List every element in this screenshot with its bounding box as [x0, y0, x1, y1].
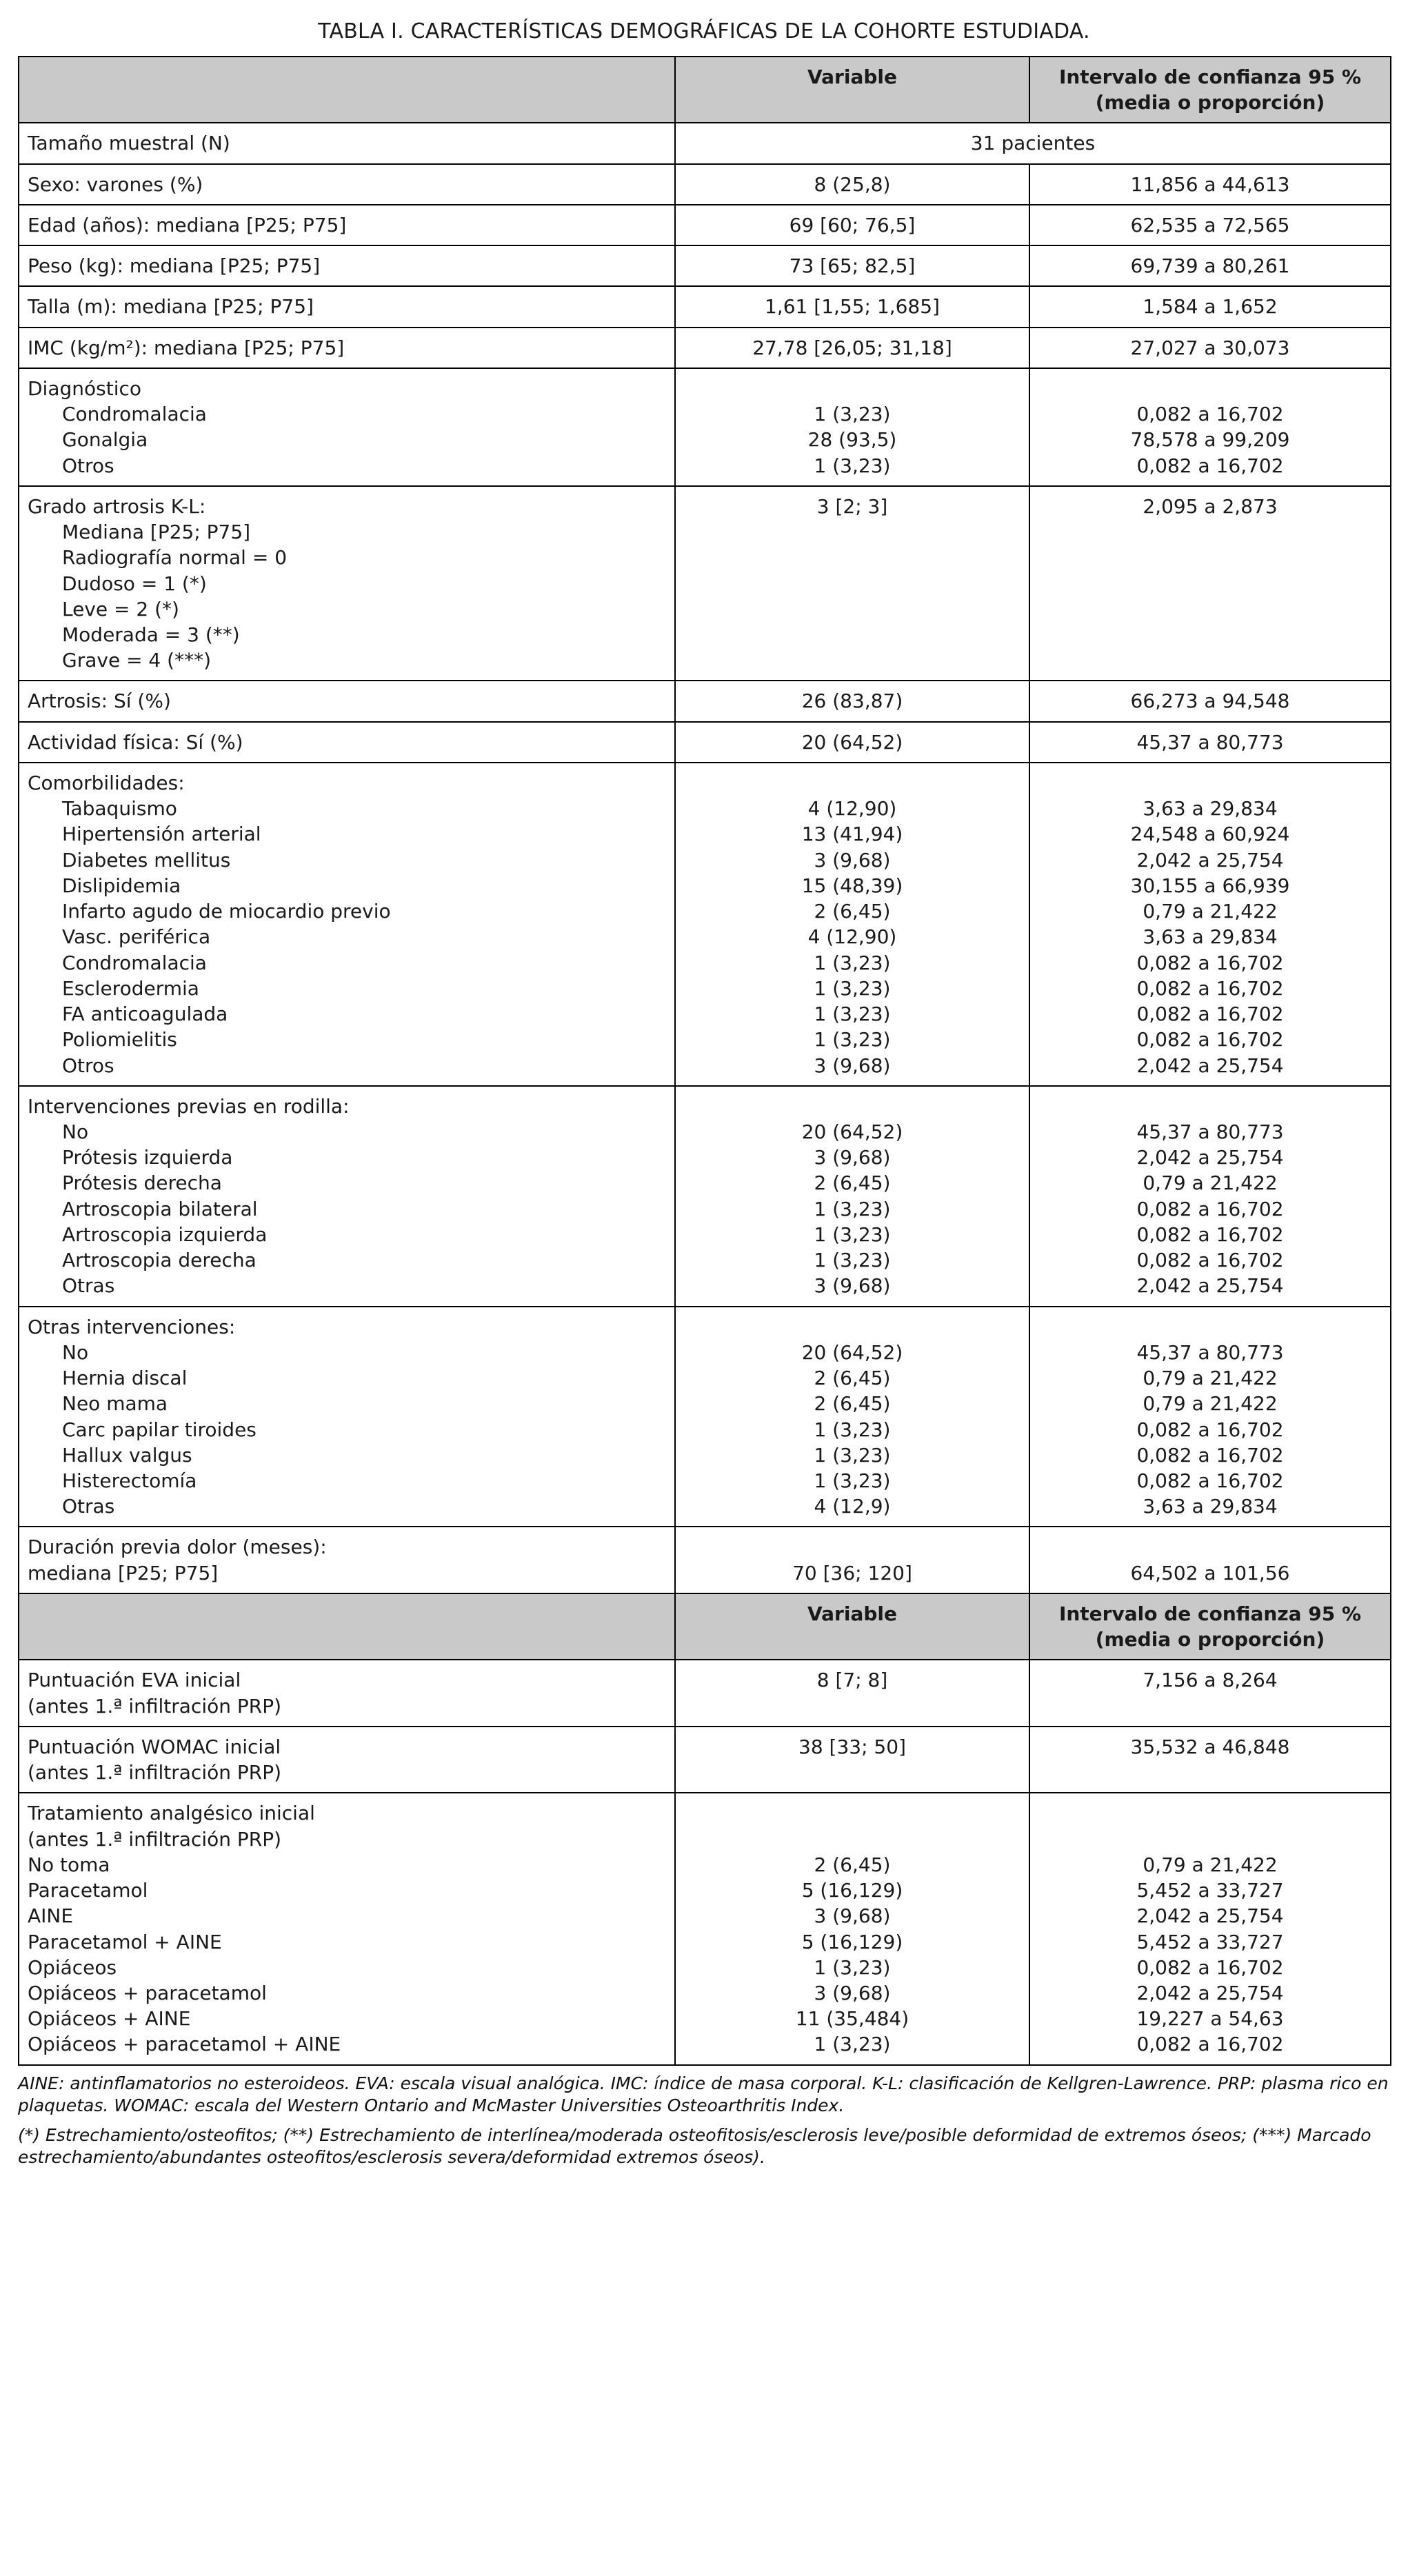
tratamiento-variable: 5 (16,129): [801, 1879, 903, 1902]
comorbilidades-item: Vasc. periférica: [62, 925, 211, 949]
eva-variable: 8 [7; 8]: [675, 1660, 1029, 1726]
womac-label-line1: Puntuación WOMAC inicial: [28, 1735, 281, 1758]
duracion-dolor-ci-cell: [1029, 1527, 1391, 1593]
tratamiento-variable: 2 (6,45): [814, 1853, 891, 1876]
otras-intervenciones-item: No: [62, 1340, 89, 1364]
comorbilidades-ci: 0,79 a 21,422: [1143, 900, 1278, 923]
duracion-dolor-label-cell: [19, 1527, 675, 1593]
grado-artrosis-variable: 3 [2; 3]: [816, 494, 888, 518]
comorbilidades-variable: 13 (41,94): [801, 823, 903, 846]
comorbilidades-item: Dislipidemia: [62, 874, 181, 897]
intervenciones-rodilla-ci: 2,042 a 25,754: [1136, 1274, 1284, 1298]
row-label: Tamaño muestral (N): [19, 123, 675, 163]
second-header-ci-line2: (media o proporción): [1095, 1628, 1325, 1651]
table-second-header-row: [19, 1593, 1391, 1660]
table-row-otras-intervenciones: [19, 1307, 1391, 1527]
intervenciones-rodilla-item: Prótesis izquierda: [62, 1146, 233, 1169]
tratamiento-variable: 1 (3,23): [814, 1955, 891, 1979]
table-title: TABLA I. CARACTERÍSTICAS DEMOGRÁFICAS DE LA COHORTE ESTUDIADA.: [318, 19, 1090, 43]
diagnostico-ci: 0,082 a 16,702: [1136, 403, 1284, 426]
intervenciones-rodilla-ci: 0,082 a 16,702: [1136, 1222, 1284, 1246]
row-variable: 73 [65; 82,5]: [675, 245, 1029, 286]
row-label: Peso (kg): mediana [P25; P75]: [19, 245, 675, 286]
otras-intervenciones-label: Otras intervenciones:: [28, 1315, 236, 1338]
otras-intervenciones-ci-cell: [1029, 1307, 1391, 1527]
intervenciones-rodilla-item: Otras: [62, 1274, 115, 1298]
table-row: [19, 286, 1391, 327]
intervenciones-rodilla-variable: 3 (9,68): [814, 1274, 891, 1298]
table-row-diagnostico: [19, 368, 1391, 486]
row-variable: 27,78 [26,05; 31,18]: [675, 328, 1029, 368]
tratamiento-ci: 0,082 a 16,702: [1136, 2033, 1284, 2056]
otras-intervenciones-variable: 1 (3,23): [814, 1469, 891, 1493]
tratamiento-ci: 5,452 a 33,727: [1136, 1879, 1284, 1902]
otras-intervenciones-ci: 0,082 a 16,702: [1136, 1443, 1284, 1467]
eva-label-cell: [19, 1660, 675, 1726]
duracion-dolor-ci: 64,502 a 101,56: [1130, 1561, 1290, 1584]
table-row: [19, 328, 1391, 368]
footnote-asterisks: (*) Estrechamiento/osteofitos; (**) Estrechamiento de interlínea/moderada osteofitosis/esclerosis leve/posible deformidad de extremos óseos; (***) Marcado estrechamiento/abundantes osteofitos/esclerosis severa/deformidad extremos óseos).: [18, 2124, 1371, 2168]
comorbilidades-variable: 15 (48,39): [801, 874, 903, 897]
tratamiento-item: Opiáceos + AINE: [28, 2007, 191, 2031]
grado-artrosis-label: Grado artrosis K-L:: [28, 494, 206, 518]
tratamiento-label-cell: [19, 1793, 675, 2064]
intervenciones-rodilla-item: Prótesis derecha: [62, 1171, 222, 1195]
row-merged-value: 31 pacientes: [675, 123, 1391, 163]
diagnostico-variable: 1 (3,23): [814, 454, 891, 477]
intervenciones-rodilla-variable: 20 (64,52): [801, 1120, 903, 1143]
second-header-ci-line1: Intervalo de confianza 95 %: [1058, 1602, 1362, 1625]
diagnostico-ci-cell: [1029, 368, 1391, 486]
otras-intervenciones-ci: 45,37 a 80,773: [1136, 1340, 1284, 1364]
header-ci: [1029, 57, 1391, 123]
otras-intervenciones-variable: 1 (3,23): [814, 1418, 891, 1441]
comorbilidades-ci: 0,082 a 16,702: [1136, 976, 1284, 1000]
grado-artrosis-ci: 2,095 a 2,873: [1143, 494, 1278, 518]
eva-label-line2: (antes 1.ª infiltración PRP): [28, 1694, 282, 1718]
comorbilidades-ci: 30,155 a 66,939: [1130, 874, 1290, 897]
table-header-row: [19, 57, 1391, 123]
otras-intervenciones-variable: 2 (6,45): [814, 1367, 891, 1390]
otras-intervenciones-variable: 2 (6,45): [814, 1392, 891, 1416]
tratamiento-ci: 5,452 a 33,727: [1136, 1930, 1284, 1953]
row-ci: 69,739 a 80,261: [1029, 245, 1391, 286]
header-blank: [19, 57, 675, 123]
diagnostico-label: Diagnóstico: [28, 376, 142, 400]
tratamiento-ci-cell: [1029, 1793, 1391, 2064]
second-header-blank: [19, 1593, 675, 1660]
otras-intervenciones-ci: 0,082 a 16,702: [1136, 1418, 1284, 1441]
tratamiento-ci: 0,79 a 21,422: [1143, 1853, 1278, 1876]
table-row: [19, 245, 1391, 286]
duracion-dolor-variable: 70 [36; 120]: [792, 1561, 912, 1584]
tratamiento-variable: 3 (9,68): [814, 1904, 891, 1928]
comorbilidades-ci: 0,082 a 16,702: [1136, 951, 1284, 974]
intervenciones-rodilla-variable: 1 (3,23): [814, 1249, 891, 1272]
tratamiento-variable: 1 (3,23): [814, 2033, 891, 2056]
comorbilidades-item: Infarto agudo de miocardio previo: [62, 900, 391, 923]
comorbilidades-ci: 2,042 a 25,754: [1136, 1054, 1284, 1077]
row-label: Actividad física: Sí (%): [19, 722, 675, 763]
row-ci: 62,535 a 72,565: [1029, 205, 1391, 245]
row-label: Talla (m): mediana [P25; P75]: [19, 286, 675, 327]
table-row-tratamiento: [19, 1793, 1391, 2064]
table-row: [19, 123, 1391, 163]
comorbilidades-variable: 3 (9,68): [814, 848, 891, 872]
tratamiento-label-line2: (antes 1.ª infiltración PRP): [28, 1827, 282, 1851]
comorbilidades-item: Tabaquismo: [62, 797, 177, 821]
eva-label-line1: Puntuación EVA inicial: [28, 1669, 241, 1692]
otras-intervenciones-variable-cell: [675, 1307, 1029, 1527]
diagnostico-ci: 78,578 a 99,209: [1130, 428, 1290, 452]
grado-artrosis-item: Dudoso = 1 (*): [62, 572, 207, 595]
intervenciones-rodilla-ci: 45,37 a 80,773: [1136, 1120, 1284, 1143]
intervenciones-rodilla-variable-cell: [675, 1086, 1029, 1307]
otras-intervenciones-item: Carc papilar tiroides: [62, 1418, 257, 1441]
grado-artrosis-item: Mediana [P25; P75]: [62, 521, 251, 544]
otras-intervenciones-variable: 4 (12,9): [814, 1495, 891, 1518]
otras-intervenciones-ci: 0,082 a 16,702: [1136, 1469, 1284, 1493]
diagnostico-item: Gonalgia: [62, 428, 148, 452]
intervenciones-rodilla-variable: 2 (6,45): [814, 1171, 891, 1195]
table-row-eva: [19, 1660, 1391, 1726]
intervenciones-rodilla-item: Artroscopia derecha: [62, 1249, 257, 1272]
tratamiento-item: AINE: [28, 1904, 74, 1928]
intervenciones-rodilla-item: No: [62, 1120, 89, 1143]
comorbilidades-ci-cell: [1029, 763, 1391, 1086]
grado-artrosis-item: Radiografía normal = 0: [62, 546, 288, 570]
comorbilidades-ci: 3,63 a 29,834: [1143, 925, 1278, 949]
grado-artrosis-variable-cell: [675, 486, 1029, 681]
otras-intervenciones-item: Otras: [62, 1495, 115, 1518]
intervenciones-rodilla-variable: 1 (3,23): [814, 1222, 891, 1246]
row-label: IMC (kg/m²): mediana [P25; P75]: [19, 328, 675, 368]
intervenciones-rodilla-ci: 0,79 a 21,422: [1143, 1171, 1278, 1195]
table-row-duracion-dolor: [19, 1527, 1391, 1593]
womac-label-line2: (antes 1.ª infiltración PRP): [28, 1761, 282, 1784]
grado-artrosis-item: Grave = 4 (***): [62, 649, 211, 672]
row-ci: 27,027 a 30,073: [1029, 328, 1391, 368]
otras-intervenciones-label-cell: [19, 1307, 675, 1527]
otras-intervenciones-variable: 20 (64,52): [801, 1340, 903, 1364]
tratamiento-variable: 5 (16,129): [801, 1930, 903, 1953]
comorbilidades-item: Hipertensión arterial: [62, 823, 261, 846]
tratamiento-ci: 2,042 a 25,754: [1136, 1904, 1284, 1928]
diagnostico-variable: 28 (93,5): [807, 428, 897, 452]
diagnostico-label-cell: [19, 368, 675, 486]
duracion-dolor-label-line1: Duración previa dolor (meses):: [28, 1536, 327, 1559]
tratamiento-ci: 19,227 a 54,63: [1136, 2007, 1284, 2031]
row-ci: 11,856 a 44,613: [1029, 164, 1391, 205]
comorbilidades-ci: 3,63 a 29,834: [1143, 797, 1278, 821]
tratamiento-item: Opiáceos + paracetamol: [28, 1982, 267, 2004]
comorbilidades-variable: 1 (3,23): [814, 1003, 891, 1026]
footnote-abbreviations: AINE: antinflamatorios no esteroideos. EVA: escala visual analógica. IMC: índice de masa corporal. K-L: clasificación de Kellgren-Lawrence. PRP: plasma rico en plaquetas. WOMAC: escala del Western Ontario and McMaster Universities Osteoarthritis Index.: [18, 2073, 1389, 2116]
comorbilidades-variable: 1 (3,23): [814, 951, 891, 974]
otras-intervenciones-ci: 3,63 a 29,834: [1143, 1495, 1278, 1518]
diagnostico-ci: 0,082 a 16,702: [1136, 454, 1284, 477]
intervenciones-rodilla-item: Artroscopia bilateral: [62, 1197, 258, 1220]
row-ci: 66,273 a 94,548: [1029, 681, 1391, 721]
comorbilidades-variable: 3 (9,68): [814, 1054, 891, 1077]
row-label: Artrosis: Sí (%): [19, 681, 675, 721]
otras-intervenciones-ci: 0,79 a 21,422: [1143, 1367, 1278, 1390]
womac-variable: 38 [33; 50]: [675, 1727, 1029, 1793]
intervenciones-rodilla-ci: 0,082 a 16,702: [1136, 1197, 1284, 1220]
tratamiento-variable: 11 (35,484): [795, 2007, 909, 2031]
tratamiento-variable-cell: [675, 1793, 1029, 2064]
table-row-comorbilidades: [19, 763, 1391, 1086]
intervenciones-rodilla-label-cell: [19, 1086, 675, 1307]
otras-intervenciones-item: Neo mama: [62, 1392, 168, 1416]
table-row-intervenciones-rodilla: [19, 1086, 1391, 1307]
row-variable: 8 (25,8): [675, 164, 1029, 205]
table-row: [19, 722, 1391, 763]
row-variable: 1,61 [1,55; 1,685]: [675, 286, 1029, 327]
diagnostico-variable: 1 (3,23): [814, 403, 891, 426]
second-header-ci: [1029, 1593, 1391, 1660]
intervenciones-rodilla-ci-cell: [1029, 1086, 1391, 1307]
comorbilidades-item: Esclerodermia: [62, 976, 199, 1000]
table-row: [19, 681, 1391, 721]
eva-ci: 7,156 a 8,264: [1029, 1660, 1391, 1726]
duracion-dolor-variable-cell: [675, 1527, 1029, 1593]
header-ci-line2: (media o proporción): [1095, 91, 1325, 114]
row-ci: 45,37 a 80,773: [1029, 722, 1391, 763]
tratamiento-item: No toma: [28, 1853, 110, 1876]
comorbilidades-variable: 4 (12,90): [807, 797, 897, 821]
tratamiento-item: Paracetamol: [28, 1879, 148, 1902]
comorbilidades-variable: 1 (3,23): [814, 976, 891, 1000]
comorbilidades-ci: 0,082 a 16,702: [1136, 1003, 1284, 1026]
header-variable: Variable: [675, 57, 1029, 123]
row-label: Edad (años): mediana [P25; P75]: [19, 205, 675, 245]
comorbilidades-item: FA anticoagulada: [62, 1003, 228, 1026]
row-variable: 26 (83,87): [675, 681, 1029, 721]
tratamiento-variable: 3 (9,68): [814, 1982, 891, 2004]
otras-intervenciones-item: Hernia discal: [62, 1367, 188, 1390]
comorbilidades-variable: 4 (12,90): [807, 925, 897, 949]
tratamiento-label-line1: Tratamiento analgésico inicial: [28, 1802, 315, 1825]
tratamiento-ci: 2,042 a 25,754: [1136, 1982, 1284, 2004]
comorbilidades-item: Condromalacia: [62, 951, 207, 974]
table-row: [19, 164, 1391, 205]
row-label: Sexo: varones (%): [19, 164, 675, 205]
tratamiento-item: Opiáceos: [28, 1955, 117, 1979]
intervenciones-rodilla-variable: 3 (9,68): [814, 1146, 891, 1169]
table-row-womac: [19, 1727, 1391, 1793]
table-row: [19, 205, 1391, 245]
otras-intervenciones-ci: 0,79 a 21,422: [1143, 1392, 1278, 1416]
womac-ci: 35,532 a 46,848: [1029, 1727, 1391, 1793]
otras-intervenciones-item: Hallux valgus: [62, 1443, 192, 1467]
duracion-dolor-label-line2: mediana [P25; P75]: [28, 1561, 219, 1584]
intervenciones-rodilla-variable: 1 (3,23): [814, 1197, 891, 1220]
diagnostico-item: Otros: [62, 454, 114, 477]
tratamiento-item: Paracetamol + AINE: [28, 1930, 222, 1953]
row-variable: 20 (64,52): [675, 722, 1029, 763]
grado-artrosis-ci-cell: [1029, 486, 1391, 681]
comorbilidades-ci: 24,548 a 60,924: [1130, 823, 1290, 846]
comorbilidades-item: Otros: [62, 1054, 114, 1077]
otras-intervenciones-item: Histerectomía: [62, 1469, 197, 1493]
womac-label-cell: [19, 1727, 675, 1793]
comorbilidades-variable-cell: [675, 763, 1029, 1086]
otras-intervenciones-variable: 1 (3,23): [814, 1443, 891, 1467]
intervenciones-rodilla-item: Artroscopia izquierda: [62, 1222, 268, 1246]
comorbilidades-variable: 2 (6,45): [814, 900, 891, 923]
grado-artrosis-label-cell: [19, 486, 675, 681]
diagnostico-item: Condromalacia: [62, 403, 207, 426]
diagnostico-variable-cell: [675, 368, 1029, 486]
table-footnotes: [18, 2073, 1390, 2169]
grado-artrosis-item: Moderada = 3 (**): [62, 623, 240, 646]
tratamiento-item: Opiáceos + paracetamol + AINE: [28, 2033, 341, 2056]
table-row-grado-artrosis: [19, 486, 1391, 681]
row-ci: 1,584 a 1,652: [1029, 286, 1391, 327]
comorbilidades-variable: 1 (3,23): [814, 1028, 891, 1051]
comorbilidades-item: Poliomielitis: [62, 1028, 177, 1051]
comorbilidades-label: Comorbilidades:: [28, 771, 185, 794]
comorbilidades-label-cell: [19, 763, 675, 1086]
demographics-table: [18, 56, 1391, 2066]
intervenciones-rodilla-ci: 0,082 a 16,702: [1136, 1249, 1284, 1272]
comorbilidades-item: Diabetes mellitus: [62, 848, 231, 872]
intervenciones-rodilla-ci: 2,042 a 25,754: [1136, 1146, 1284, 1169]
comorbilidades-ci: 2,042 a 25,754: [1136, 848, 1284, 872]
comorbilidades-ci: 0,082 a 16,702: [1136, 1028, 1284, 1051]
intervenciones-rodilla-label: Intervenciones previas en rodilla:: [28, 1094, 350, 1118]
header-ci-line1: Intervalo de confianza 95 %: [1058, 66, 1362, 88]
tratamiento-ci: 0,082 a 16,702: [1136, 1955, 1284, 1979]
grado-artrosis-item: Leve = 2 (*): [62, 597, 179, 621]
row-variable: 69 [60; 76,5]: [675, 205, 1029, 245]
second-header-variable: Variable: [675, 1593, 1029, 1660]
